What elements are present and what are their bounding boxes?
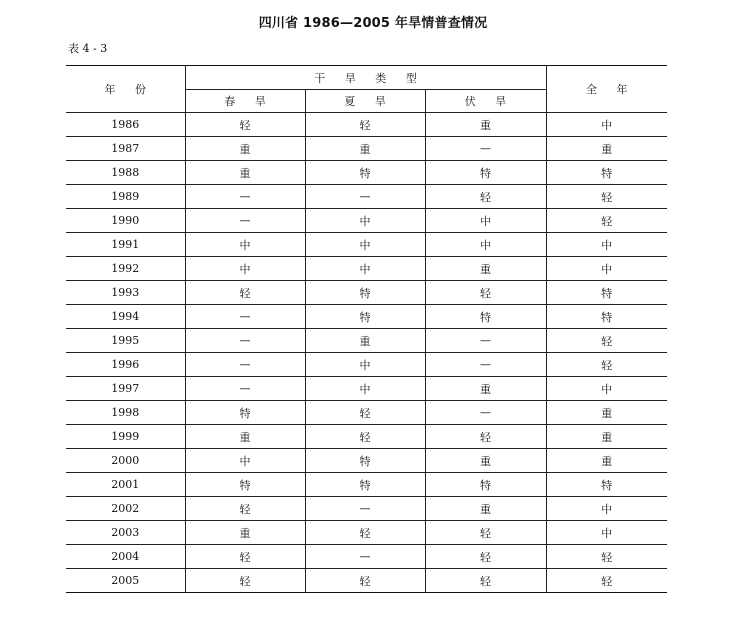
- cell-dog-days: 轻: [425, 281, 546, 305]
- cell-full-year: 特: [546, 473, 667, 497]
- cell-dog-days: 轻: [425, 521, 546, 545]
- cell-full-year: 中: [546, 257, 667, 281]
- cell-dog-days: 轻: [425, 425, 546, 449]
- cell-dog-days: 轻: [425, 545, 546, 569]
- cell-dog-days: 特: [425, 473, 546, 497]
- table-label: 表 4 - 3: [68, 42, 108, 55]
- table-row: [66, 113, 667, 137]
- cell-summer: 特: [305, 161, 425, 185]
- table-row: [66, 137, 667, 161]
- cell-full-year: 中: [546, 497, 667, 521]
- cell-year: 2002: [66, 497, 185, 521]
- cell-year: 1989: [66, 185, 185, 209]
- cell-year: 2000: [66, 449, 185, 473]
- cell-year: 1990: [66, 209, 185, 233]
- header-spring: 春 旱: [185, 90, 305, 113]
- cell-summer: 重: [305, 329, 425, 353]
- cell-full-year: 轻: [546, 353, 667, 377]
- cell-dog-days: —: [425, 401, 546, 425]
- cell-year: 1997: [66, 377, 185, 401]
- table-row: [66, 425, 667, 449]
- cell-full-year: 特: [546, 161, 667, 185]
- cell-full-year: 重: [546, 425, 667, 449]
- header-year: 年 份: [66, 66, 185, 113]
- cell-summer: 特: [305, 281, 425, 305]
- cell-summer: 重: [305, 137, 425, 161]
- cell-summer: 中: [305, 377, 425, 401]
- header-full-year: 全 年: [546, 66, 667, 113]
- table-row: [66, 401, 667, 425]
- cell-full-year: 中: [546, 377, 667, 401]
- cell-spring: —: [185, 185, 305, 209]
- cell-year: 2001: [66, 473, 185, 497]
- page-title: 四川省 1986—2005 年旱情普查情况: [258, 16, 488, 31]
- cell-spring: 重: [185, 137, 305, 161]
- cell-year: 1987: [66, 137, 185, 161]
- cell-full-year: 轻: [546, 209, 667, 233]
- cell-year: 1993: [66, 281, 185, 305]
- cell-spring: 轻: [185, 281, 305, 305]
- table-row: [66, 161, 667, 185]
- cell-spring: 轻: [185, 497, 305, 521]
- cell-full-year: 中: [546, 233, 667, 257]
- cell-dog-days: 重: [425, 377, 546, 401]
- cell-spring: —: [185, 377, 305, 401]
- cell-year: 1999: [66, 425, 185, 449]
- table-row: [66, 473, 667, 497]
- drought-table: [66, 65, 667, 593]
- cell-full-year: 中: [546, 113, 667, 137]
- cell-spring: 轻: [185, 569, 305, 593]
- cell-spring: —: [185, 329, 305, 353]
- cell-full-year: 轻: [546, 329, 667, 353]
- header-dog-days: 伏 旱: [425, 90, 546, 113]
- cell-year: 1988: [66, 161, 185, 185]
- cell-dog-days: —: [425, 353, 546, 377]
- table-row: [66, 569, 667, 593]
- cell-dog-days: 重: [425, 449, 546, 473]
- cell-dog-days: 中: [425, 233, 546, 257]
- cell-full-year: 轻: [546, 545, 667, 569]
- cell-spring: 重: [185, 425, 305, 449]
- cell-summer: 轻: [305, 569, 425, 593]
- cell-full-year: 轻: [546, 185, 667, 209]
- cell-full-year: 轻: [546, 569, 667, 593]
- table-row: [66, 305, 667, 329]
- cell-spring: —: [185, 209, 305, 233]
- cell-year: 1998: [66, 401, 185, 425]
- cell-summer: 特: [305, 449, 425, 473]
- cell-summer: 轻: [305, 401, 425, 425]
- cell-full-year: 重: [546, 401, 667, 425]
- cell-full-year: 中: [546, 521, 667, 545]
- cell-dog-days: 中: [425, 209, 546, 233]
- cell-year: 2004: [66, 545, 185, 569]
- cell-spring: 特: [185, 473, 305, 497]
- cell-year: 2003: [66, 521, 185, 545]
- table-header: [66, 66, 667, 113]
- cell-year: 2005: [66, 569, 185, 593]
- cell-summer: 轻: [305, 425, 425, 449]
- table-row: [66, 545, 667, 569]
- table-row: [66, 449, 667, 473]
- cell-spring: 中: [185, 233, 305, 257]
- cell-spring: 重: [185, 161, 305, 185]
- cell-dog-days: 特: [425, 161, 546, 185]
- cell-full-year: 重: [546, 137, 667, 161]
- cell-year: 1996: [66, 353, 185, 377]
- cell-spring: 中: [185, 449, 305, 473]
- cell-full-year: 特: [546, 305, 667, 329]
- cell-summer: 轻: [305, 521, 425, 545]
- cell-dog-days: 轻: [425, 569, 546, 593]
- cell-year: 1992: [66, 257, 185, 281]
- table-row: [66, 209, 667, 233]
- cell-summer: 特: [305, 305, 425, 329]
- cell-full-year: 重: [546, 449, 667, 473]
- cell-dog-days: 重: [425, 497, 546, 521]
- cell-summer: 中: [305, 257, 425, 281]
- cell-spring: 轻: [185, 113, 305, 137]
- cell-summer: 中: [305, 353, 425, 377]
- cell-dog-days: 轻: [425, 185, 546, 209]
- cell-full-year: 特: [546, 281, 667, 305]
- cell-dog-days: 特: [425, 305, 546, 329]
- header-type-group: 干 旱 类 型: [185, 66, 546, 90]
- cell-spring: 特: [185, 401, 305, 425]
- cell-dog-days: 重: [425, 113, 546, 137]
- table-row: [66, 353, 667, 377]
- cell-year: 1991: [66, 233, 185, 257]
- cell-summer: —: [305, 545, 425, 569]
- cell-dog-days: —: [425, 329, 546, 353]
- cell-spring: 轻: [185, 545, 305, 569]
- cell-spring: 重: [185, 521, 305, 545]
- header-summer: 夏 旱: [305, 90, 425, 113]
- cell-summer: 中: [305, 233, 425, 257]
- table-row: [66, 329, 667, 353]
- table-row: [66, 185, 667, 209]
- cell-summer: 特: [305, 473, 425, 497]
- cell-summer: —: [305, 497, 425, 521]
- table-row: [66, 257, 667, 281]
- table-row: [66, 233, 667, 257]
- cell-dog-days: —: [425, 137, 546, 161]
- table-row: [66, 521, 667, 545]
- cell-dog-days: 重: [425, 257, 546, 281]
- table-row: [66, 281, 667, 305]
- cell-summer: —: [305, 185, 425, 209]
- cell-spring: —: [185, 305, 305, 329]
- table-body: [66, 113, 667, 593]
- cell-year: 1994: [66, 305, 185, 329]
- cell-summer: 中: [305, 209, 425, 233]
- cell-year: 1986: [66, 113, 185, 137]
- cell-year: 1995: [66, 329, 185, 353]
- cell-summer: 轻: [305, 113, 425, 137]
- table-row: [66, 497, 667, 521]
- cell-spring: —: [185, 353, 305, 377]
- table-row: [66, 377, 667, 401]
- cell-spring: 中: [185, 257, 305, 281]
